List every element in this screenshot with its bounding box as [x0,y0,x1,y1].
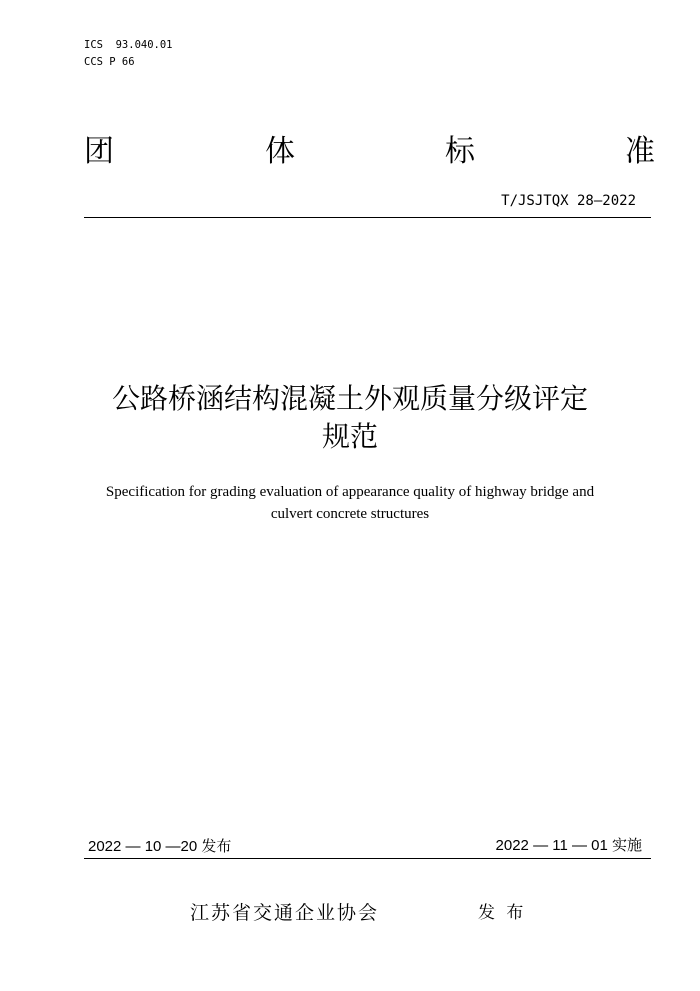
category-char-4: 准 [625,134,655,169]
implementation-date: 2022 — 11 — 01 实施 [495,837,642,854]
chinese-title-line-2: 规范 [321,420,378,453]
english-title-line-1: Specification for grading evaluation of appearance quality of highway bridge and [105,484,595,500]
classification-codes [84,37,173,71]
issue-label: 发 布 [478,903,524,923]
release-date: 2022 — 10 —20 发布 [88,838,232,855]
ccs-code: CCS P 66 [84,56,135,68]
footer-divider [84,858,651,859]
standard-number: T/JSJTQX 28—2022 [501,193,636,209]
chinese-title [60,380,640,456]
header-divider [84,217,651,218]
issuer-name: 江苏省交通企业协会 [190,902,380,924]
ics-code: ICS 93.040.01 [84,39,173,51]
category-char-1: 团 [84,134,114,169]
category-char-2: 体 [265,134,295,169]
category-char-3: 标 [445,134,475,169]
chinese-title-line-1: 公路桥涵结构混凝土外观质量分级评定 [111,382,588,415]
english-title [70,481,630,525]
english-title-line-2: culvert concrete structures [270,506,430,522]
